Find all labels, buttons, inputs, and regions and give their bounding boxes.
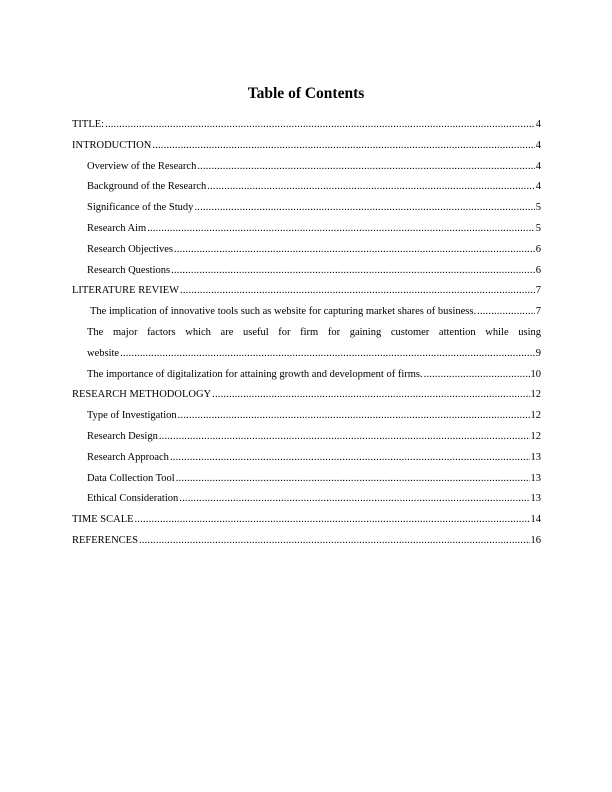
toc-entry-introduction[interactable] <box>72 136 541 157</box>
toc-leader-dots <box>152 136 534 157</box>
toc-entry-label: Significance of the Study <box>87 202 194 214</box>
toc-entry-label: Research Approach <box>87 451 169 463</box>
toc-entry-label: The major factors which are useful for firm for gaining customer attention while using <box>87 326 541 338</box>
toc-leader-dots <box>424 365 530 386</box>
toc-entry-research-design[interactable] <box>72 427 541 448</box>
toc-entry-major-factors-line1[interactable] <box>72 323 541 344</box>
toc-entry-page: 12 <box>530 389 541 401</box>
toc-heading: Table of Contents <box>247 85 365 102</box>
toc-entry-label: Research Questions <box>87 264 171 276</box>
toc-entry-page: 13 <box>530 493 541 505</box>
toc-entry-label: Overview of the Research <box>87 160 197 172</box>
toc-entry-digitalization[interactable] <box>72 365 541 386</box>
toc-entry-page: 12 <box>530 410 541 422</box>
toc-leader-dots <box>170 448 530 469</box>
toc-leader-dots <box>135 510 530 531</box>
toc-leader-dots <box>207 177 535 198</box>
toc-entry-label: RESEARCH METHODOLOGY <box>72 389 212 401</box>
toc-entry-page: 5 <box>535 202 541 214</box>
toc-entry-label: The implication of innovative tools such as website for capturing market shares of business. <box>90 306 477 318</box>
toc-entry-label: Research Objectives <box>87 243 174 255</box>
toc-leader-dots <box>212 385 529 406</box>
toc-entry-label: REFERENCES <box>72 534 138 546</box>
toc-entry-research-objectives[interactable] <box>72 240 541 261</box>
toc-entry-research-questions[interactable] <box>72 261 541 282</box>
toc-entry-ethical-consideration[interactable] <box>72 489 541 510</box>
toc-entry-label: The importance of digitalization for attaining growth and development of firms. <box>87 368 423 380</box>
toc-entry-data-collection-tool[interactable] <box>72 469 541 490</box>
toc-entry-page: 9 <box>535 347 541 359</box>
toc-entry-page: 5 <box>535 222 541 234</box>
toc-entry-page: 6 <box>535 264 541 276</box>
toc-entry-page: 13 <box>530 472 541 484</box>
toc-leader-dots <box>176 469 530 490</box>
toc-entry-label: Research Design <box>87 430 158 442</box>
toc-entry-significance[interactable] <box>72 198 541 219</box>
toc-entry-page: 7 <box>535 306 541 318</box>
toc-leader-dots <box>194 198 534 219</box>
toc-leader-dots <box>171 261 535 282</box>
toc-entry-label: TIME SCALE <box>72 514 134 526</box>
toc-leader-dots <box>477 302 535 323</box>
toc-leader-dots <box>159 427 530 448</box>
toc-entry-label: Research Aim <box>87 222 147 234</box>
toc-entry-page: 7 <box>535 285 541 297</box>
toc-entry-page: 16 <box>530 534 541 546</box>
toc-entry-innovative-tools[interactable] <box>72 302 541 323</box>
toc-entry-research-methodology[interactable] <box>72 385 541 406</box>
toc-entry-literature-review[interactable] <box>72 281 541 302</box>
toc-entry-time-scale[interactable] <box>72 510 541 531</box>
toc-entry-references[interactable] <box>72 531 541 552</box>
toc-leader-dots <box>197 157 534 178</box>
toc-entry-title[interactable] <box>72 115 541 136</box>
toc-entry-page: 4 <box>535 139 541 151</box>
toc-entry-page: 4 <box>535 119 541 130</box>
toc-leader-dots <box>105 115 535 136</box>
toc-entry-label: INTRODUCTION <box>72 139 152 151</box>
toc-entry-page: 12 <box>530 430 541 442</box>
table-of-contents <box>72 115 541 552</box>
toc-entry-overview[interactable] <box>72 157 541 178</box>
toc-leader-dots <box>180 281 535 302</box>
toc-entry-label: Ethical Consideration <box>87 493 179 505</box>
toc-entry-page: 13 <box>530 451 541 463</box>
toc-entry-page: 10 <box>530 368 541 380</box>
toc-leader-dots <box>174 240 535 261</box>
toc-entry-background[interactable] <box>72 177 541 198</box>
toc-entry-label: TITLE: <box>72 119 105 130</box>
toc-entry-page: 6 <box>535 243 541 255</box>
toc-leader-dots <box>120 344 535 365</box>
toc-entry-type-of-investigation[interactable] <box>72 406 541 427</box>
toc-entry-page: 14 <box>530 514 541 526</box>
toc-entry-label: website <box>87 347 120 359</box>
toc-leader-dots <box>178 406 530 427</box>
toc-entry-research-approach[interactable] <box>72 448 541 469</box>
toc-leader-dots <box>179 489 529 510</box>
toc-entry-label: LITERATURE REVIEW <box>72 285 180 297</box>
toc-entry-label: Data Collection Tool <box>87 472 175 484</box>
toc-entry-research-aim[interactable] <box>72 219 541 240</box>
toc-entry-page: 4 <box>535 181 541 193</box>
toc-entry-page: 4 <box>535 160 541 172</box>
toc-entry-major-factors-line2[interactable] <box>72 344 541 365</box>
toc-leader-dots <box>139 531 530 552</box>
toc-leader-dots <box>147 219 535 240</box>
toc-entry-label: Background of the Research <box>87 181 207 193</box>
toc-entry-label: Type of Investigation <box>87 410 177 422</box>
